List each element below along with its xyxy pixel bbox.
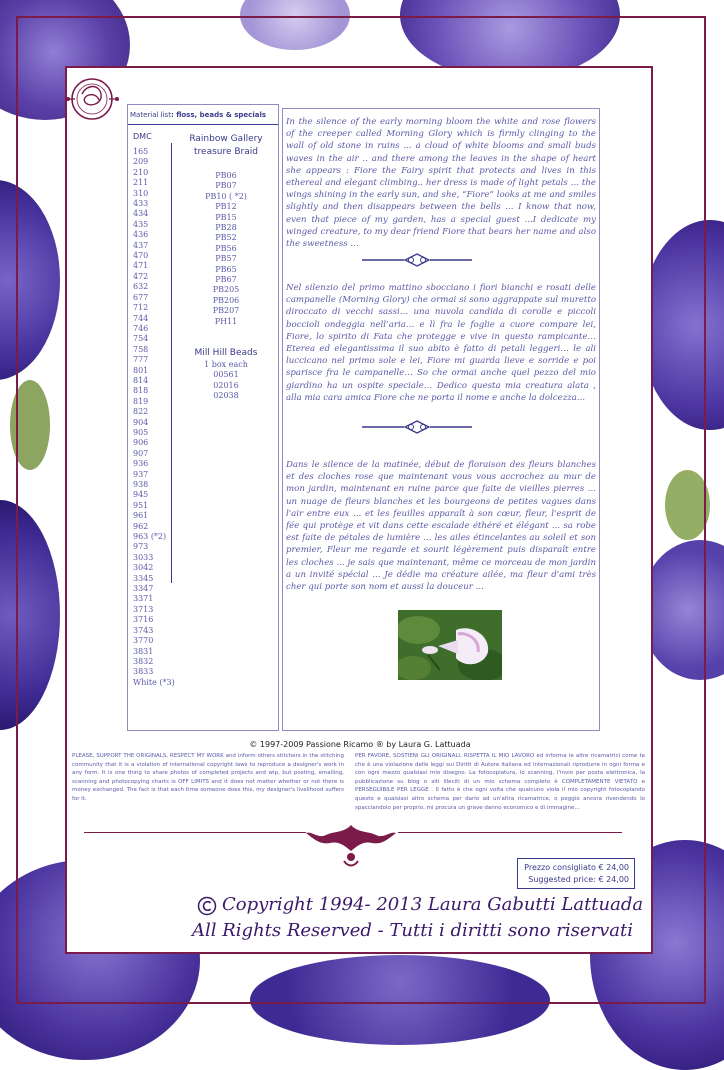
dmc-code: 211: [133, 178, 149, 188]
mill-hill-item: 02038: [213, 391, 239, 401]
rainbow-gallery-code: PB67: [215, 275, 237, 285]
dmc-code: 937: [133, 469, 149, 479]
copyright-icon: [197, 896, 217, 916]
dmc-code: 814: [133, 375, 149, 385]
dmc-code: 677: [133, 292, 149, 302]
price-box: [517, 858, 635, 889]
dmc-code: 209: [133, 157, 149, 167]
dmc-code: 973: [133, 542, 149, 552]
rainbow-gallery-code-list: [176, 171, 276, 327]
dmc-code: 310: [133, 188, 149, 198]
dmc-code: 963 (*2): [133, 532, 167, 542]
material-list-prefix: Material list: [130, 111, 171, 119]
morning-glory-photo: [398, 610, 502, 680]
big-copyright-line2: All Rights Reserved - Tutti i diritti sono riservati: [192, 920, 633, 941]
dmc-code: 471: [133, 261, 149, 271]
dmc-code: 904: [133, 417, 149, 427]
divider-ornament-icon: [362, 253, 472, 267]
dmc-code: 3831: [133, 646, 154, 656]
material-list-suffix: : floss, beads & specials: [170, 111, 267, 119]
rainbow-gallery-code: PB207: [212, 306, 240, 316]
dmc-code: 3713: [133, 604, 154, 614]
dmc-code: 3770: [133, 636, 154, 646]
dmc-code: 210: [133, 167, 149, 177]
dmc-code: 938: [133, 480, 149, 489]
dmc-code: 801: [133, 365, 149, 375]
dmc-code: 3743: [133, 625, 154, 635]
copyright-line: © 1997-2009 Passione Ricamo ® by Laura G. Lattuada: [249, 740, 471, 749]
rainbow-gallery-code: PB06: [215, 171, 237, 180]
footer-rule-left: [84, 832, 306, 833]
dmc-code: 819: [133, 396, 149, 406]
dmc-code: 436: [133, 230, 149, 240]
dmc-code: 962: [133, 521, 149, 531]
dmc-code: 165: [133, 147, 149, 156]
dmc-code: 945: [133, 490, 149, 500]
mill-hill-header: Mill Hill Beads: [194, 348, 258, 358]
mill-hill-item: 00561: [213, 370, 239, 380]
divider-ornament-icon: [362, 420, 472, 434]
rainbow-gallery-code: PB10 ( *2): [205, 191, 247, 201]
dmc-code: 951: [133, 500, 149, 510]
dmc-code: 3716: [133, 615, 154, 625]
dmc-code: 3345: [133, 573, 154, 583]
dmc-code: 437: [133, 240, 149, 250]
dmc-code: 3042: [133, 563, 154, 573]
dmc-code: 3371: [133, 594, 154, 604]
dmc-code: 435: [133, 219, 149, 229]
rainbow-gallery-header-line1: Rainbow Gallery: [189, 134, 263, 144]
big-copyright-line1: Copyright 1994- 2013 Laura Gabutti Lattuada: [222, 894, 644, 915]
dmc-code: 3832: [133, 656, 154, 666]
dmc-code: 434: [133, 209, 149, 219]
dmc-code: 433: [133, 199, 149, 209]
rainbow-gallery-code: PB56: [215, 243, 237, 253]
dmc-code: 777: [133, 355, 149, 365]
dmc-code: 905: [133, 427, 149, 437]
copyright-notice-italian: PER FAVORE, SOSTIENI GLI ORIGINALI, RISPETTA IL MIO LAVORO ed informa le altre ricamatrici come te che è una violazione delle leggi sui Diritti di Autore italiana ed internazionali riprodurre in ogni forma e con ogni mezzo qualsiasi mio disegno. La fotocopiatura, lo scanning, l'invio per posta elettronica, la pubblicazione su blog o siti illeciti di un mio schema completo è COMPLETAMENTE VIETATO e PERSEGUIBILE PER LEGGE . Il fatto è che ogni volta che qualcuno viola il mio copyright fotocopiando questo e qualsiasi altro schema per darlo ad un'altra ricamatrice, o peggio ancora rivendendo lo spacciandolo per proprio, mi procura un grave danno economico e di immagine...: [355, 753, 645, 811]
dmc-code: 470: [133, 251, 149, 261]
price-italian: Prezzo consigliato € 24,00: [524, 863, 629, 872]
dmc-code: 3347: [133, 584, 154, 594]
price-english: Suggested price: € 24,00: [528, 875, 629, 884]
dmc-code: 936: [133, 459, 149, 469]
rainbow-gallery-header-line2: treasure Braid: [194, 147, 258, 157]
rainbow-gallery-code: PH11: [214, 316, 238, 326]
dmc-code: 744: [133, 313, 149, 323]
dmc-code: 754: [133, 334, 149, 344]
dmc-code: 907: [133, 448, 149, 458]
column-divider: [171, 143, 172, 583]
dmc-header: DMC: [133, 132, 152, 141]
footer-rule-right: [398, 832, 622, 833]
rainbow-gallery-code: PB15: [215, 212, 237, 222]
dmc-code: 3033: [133, 552, 154, 562]
rainbow-gallery-code: PB28: [215, 223, 237, 233]
dmc-code: 712: [133, 303, 149, 313]
rainbow-gallery-code: PB65: [215, 264, 237, 274]
flourish-ornament-icon: [304, 821, 398, 867]
rainbow-gallery-code: PB57: [215, 254, 237, 264]
dmc-code: 906: [133, 438, 149, 448]
story-french: Dans le silence de la matinée, début de floraison des fleurs blanches et des cloches rose que maintenant vous vous accrochez au mur de mon jardin, maintenant en ruine parce que faite de vieilles pierres ... un nuage de fleurs blanches et les bourgeons de petites vagues dans l'air entre eux ... et les feuilles apparaît à son cœur, fleur, l'esprit de fée qui protège et vit dans cette escalade éthéré et élégant ... sa robe est faite de pétales de lumière ... les ailes étincelantes au soleil et son premier, Fleur me regarde et sourit légèrement puis disparaît entre les cloches ... je sais que maintenant, même ce morceau de mon jardin a un invité spécial ... Je dédie ma créature ailée, ma fleur d'ami très cher qui porte son nom et aussi la douceur ...: [286, 460, 596, 593]
story-english: In the silence of the early morning bloom the white and rose flowers of the creeper called Morning Glory which is firmly clinging to the wall of old stone in ruins ... a cloud of white blooms and small buds waves in the air .. and there among the leaves in the shape of heart she appears : Fiore the Fairy spirit that protects and lives in this ethereal and elegant climbing.. her dress is made of light petals ... the wings shining in the early sun, and she, “Fiore” looks at me and smiles slightly and then disappears between the bells ... I know that now, even that piece of my garden, has a special guest ...I dedicate my winged creature, to my dear friend Fiore that bears her name and also the sweetness …: [286, 117, 596, 250]
rainbow-gallery-code: PB07: [215, 181, 237, 191]
dmc-code: 3833: [133, 667, 154, 677]
rainbow-gallery-code: PB52: [215, 233, 237, 243]
dmc-code: 961: [133, 511, 149, 521]
dmc-code: 822: [133, 407, 149, 417]
dmc-code: White (*3): [133, 677, 175, 687]
story-italian: Nel silenzio del primo mattino sbocciano i fiori bianchi e rosati delle campanelle (Morning Glory) che ormai si sono aggrappate sul muretto diroccato di vecchi sassi… una nuvola candida di corolle e piccoli boccioli ondeggia nell’aria… e lì fra le foglie a cuore compare lei, Fiore, lo spirito di Fata che protegge e vive in questo rampicante… Eterea ed elegantissima il suo abito è fatto di petali leggeri… le ali luccicano nel primo sole e lei, Fiore mi guarda lieve e sorride e poi sparisce fra le campanelle… So che ormai anche quel pezzo del mio giardino ha un ospite speciale… Dedico questa mia creatura alata , alla mia cara amica Fiore che ne porta il nome e anche la dolcezza...: [286, 283, 596, 403]
rainbow-gallery-code: PB205: [212, 285, 240, 295]
monogram-icon: [65, 72, 120, 127]
mill-hill-item: 1 box each: [204, 360, 248, 369]
dmc-code: 746: [133, 323, 149, 333]
rainbow-gallery-header: [176, 133, 276, 159]
copyright-notice-english: PLEASE, SUPPORT THE ORIGINALS, RESPECT MY WORK and inform others stitchers in the stitching community that it is a violation of international copyright laws to reproduce a designer's work in any form. It is one thing to share photos of completed projects and wip, but posting, emailing, scanning and photocopying charts is OFF LIMITS and it does not matter whether or not there is money exchanged. The fact is that each time someone does this, my designer's livelihood suffers for it.: [72, 753, 344, 802]
dmc-code: 472: [133, 271, 149, 281]
dmc-code: 818: [133, 386, 149, 396]
rainbow-gallery-code: PB206: [212, 295, 240, 305]
mill-hill-item-list: [176, 360, 276, 402]
dmc-code: 758: [133, 344, 149, 354]
mill-hill-item: 02016: [213, 380, 239, 390]
dmc-code: 632: [133, 282, 149, 292]
rainbow-gallery-code: PB12: [215, 202, 237, 212]
